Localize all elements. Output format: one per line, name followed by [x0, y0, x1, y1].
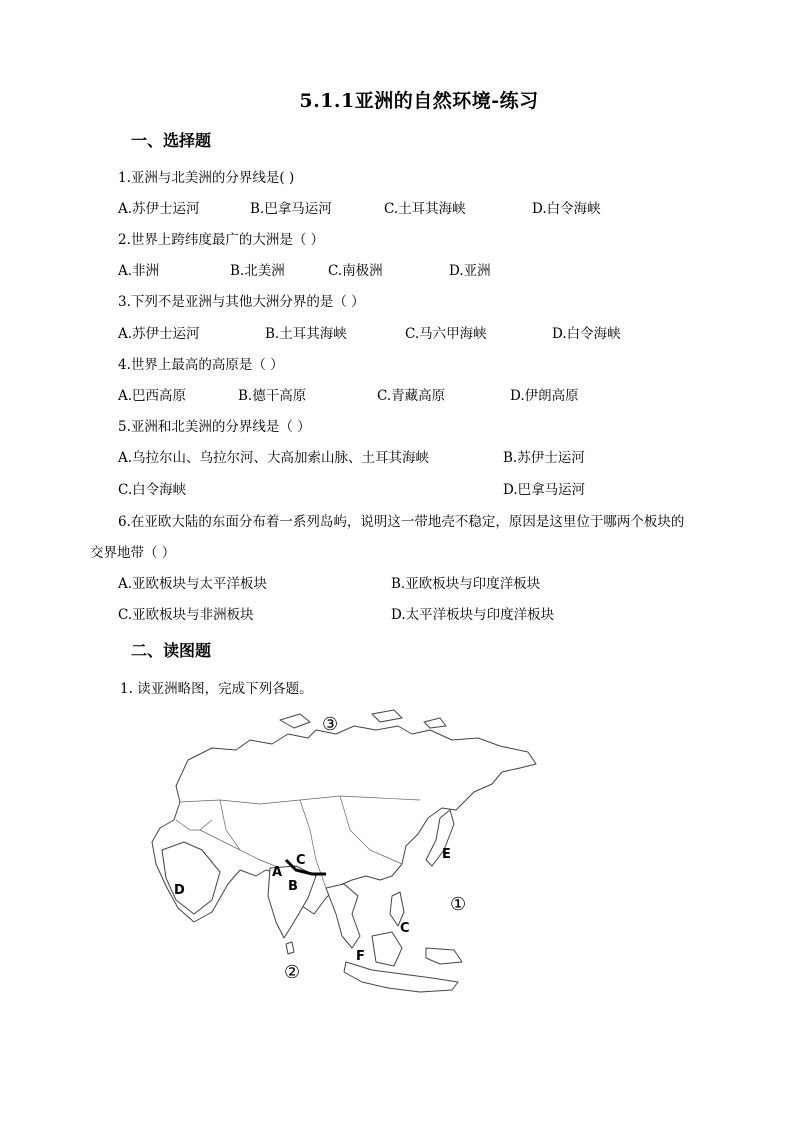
question-1-stem: 1.亚洲与北美洲的分界线是( )	[118, 170, 295, 186]
q1-option-c: C.土耳其海峡	[384, 201, 466, 217]
q2-option-b: B.北美洲	[230, 263, 285, 279]
map-marker-1: ①	[450, 894, 467, 915]
map-marker-2: ②	[284, 962, 301, 983]
map-label-e: E	[442, 847, 451, 862]
q2-option-a: A.非洲	[118, 263, 160, 279]
map-label-a: A	[272, 865, 283, 880]
indochina-shape	[326, 884, 360, 948]
q6-option-d: D.太平洋板块与印度洋板块	[391, 607, 555, 623]
q2-option-c: C.南极洲	[328, 263, 383, 279]
arctic-island-1	[280, 714, 310, 728]
q5-option-a: A.乌拉尔山、乌拉尔河、大高加索山脉、土耳其海峡	[118, 450, 430, 466]
q4-option-d: D.伊朗高原	[510, 388, 579, 404]
q4-option-c: C.青藏高原	[377, 388, 446, 404]
q3-option-d: D.白令海峡	[552, 326, 621, 342]
map-question-intro: 1. 读亚洲略图，完成下列各题。	[120, 681, 313, 697]
map-label-c-east: C	[400, 921, 410, 936]
question-2-stem: 2.世界上跨纬度最广的大洲是（ ）	[118, 232, 325, 248]
map-label-f: F	[356, 949, 365, 964]
arctic-island-2	[372, 710, 402, 722]
page-title: 5.1.1亚洲的自然环境-练习	[299, 90, 539, 112]
q5-option-c: C.白令海峡	[118, 482, 187, 498]
map-label-c-north: C	[296, 853, 306, 868]
question-5-stem: 5.亚洲和北美洲的分界线是（ ）	[118, 419, 311, 435]
sri-lanka-shape	[286, 942, 294, 954]
q2-option-d: D.亚洲	[449, 263, 491, 279]
section-heading-choice: 一、选择题	[131, 131, 212, 150]
q4-option-a: A.巴西高原	[118, 388, 187, 404]
map-label-b: B	[288, 879, 298, 894]
q3-option-a: A.苏伊士运河	[118, 326, 200, 342]
question-4-stem: 4.世界上最高的高原是（ ）	[118, 357, 284, 373]
q5-option-b: B.苏伊士运河	[503, 450, 585, 466]
question-6-stem-line2: 交界地带（ ）	[90, 545, 176, 561]
asia-sketch-map	[140, 700, 540, 1010]
map-label-d: D	[174, 883, 185, 898]
q6-option-a: A.亚欧板块与太平洋板块	[118, 576, 268, 592]
map-marker-3: ③	[322, 714, 339, 735]
new-guinea-shape	[426, 948, 462, 964]
arctic-island-3	[424, 718, 446, 728]
question-6-stem-line1: 6.在亚欧大陆的东面分布着一系列岛屿，说明这一带地壳不稳定，原因是这里位于哪两个板块的	[118, 514, 685, 530]
q1-option-b: B.巴拿马运河	[250, 201, 332, 217]
indonesia-shape	[344, 962, 458, 992]
q6-option-c: C.亚欧板块与非洲板块	[118, 607, 254, 623]
q3-option-c: C.马六甲海峡	[405, 326, 487, 342]
asia-map-svg	[140, 700, 540, 1010]
q1-option-a: A.苏伊士运河	[118, 201, 200, 217]
q5-option-d: D.巴拿马运河	[503, 482, 586, 498]
borneo-shape	[372, 932, 402, 966]
section-heading-map: 二、读图题	[131, 641, 212, 660]
q6-option-b: B.亚欧板块与印度洋板块	[391, 576, 541, 592]
q4-option-b: B.德干高原	[238, 388, 307, 404]
question-3-stem: 3.下列不是亚洲与其他大洲分界的是（ ）	[118, 294, 365, 310]
q3-option-b: B.土耳其海峡	[265, 326, 347, 342]
q1-option-d: D.白令海峡	[532, 201, 601, 217]
